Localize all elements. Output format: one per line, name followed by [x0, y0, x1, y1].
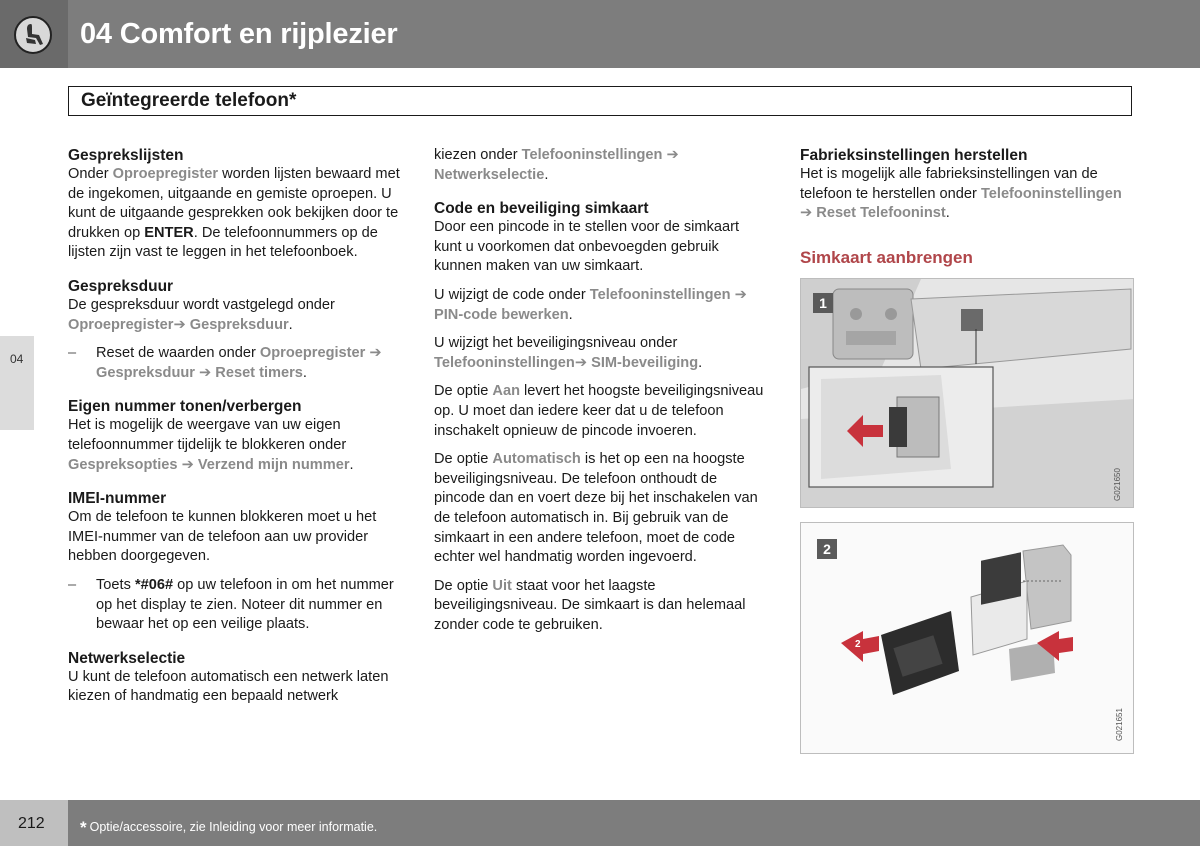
- paragraph: De gespreksduur wordt vastgelegd onder Oproepregister➔ Gespreksduur.: [68, 296, 335, 333]
- section-code-beveiliging: [434, 199, 770, 635]
- column-2: [434, 146, 770, 644]
- paragraph: De optie Automatisch is het op een na hoogste beveiligingsniveau. De telefoon onthoudt de pincode dan en voert deze bij het inschakelen van de telefoon automatisch in. Bij gebruik van de simkaart in een andere telefoon, moet de code echter wel handmatig worden ingevoerd.: [434, 451, 758, 566]
- chapter-header: [0, 0, 1200, 68]
- section-gespreksduur: [68, 277, 404, 383]
- figure-code-2: G021651: [1115, 708, 1124, 741]
- side-tab-label: 04: [10, 352, 24, 366]
- footnote: [80, 818, 377, 838]
- heading-simkaart-aanbrengen: Simkaart aanbrengen: [800, 247, 973, 267]
- column-1: [68, 146, 404, 721]
- page-footer: [0, 800, 1200, 846]
- page-number: 212: [18, 815, 45, 832]
- paragraph: U wijzigt het beveiligingsniveau onder Telefooninstellingen➔ SIM-beveiliging.: [434, 335, 703, 371]
- footnote-star: *: [80, 818, 87, 837]
- paragraph: Door een pincode in te stellen voor de simkaart kunt u voorkomen dat onbevoegden gebruik kunnen maken van uw simkaart.: [434, 219, 740, 275]
- section-gesprekslijsten: [68, 146, 404, 263]
- section-fabrieksinstellingen: [800, 146, 1134, 224]
- figure-glovebox-sim: [800, 278, 1134, 508]
- page-number-box: [0, 800, 68, 846]
- figure-number-1: 1: [813, 293, 833, 313]
- paragraph: De optie Aan levert het hoogste beveiligingsniveau op. U moet dan iedere keer dat u de telefoon inschakelt opnieuw de pincode invoeren.: [434, 383, 764, 439]
- seat-icon: [14, 16, 52, 54]
- section-title: Geïntegreerde telefoon*: [81, 90, 297, 111]
- section-imei: [68, 489, 404, 635]
- paragraph: Het is mogelijk de weergave van uw eigen telefoonnummer tijdelijk te blokkeren onder Gespreksopties ➔ Verzend mijn nummer.: [68, 417, 354, 473]
- heading-gespreksduur: Gespreksduur: [68, 277, 174, 295]
- dash-list-item: – Toets *#06# op uw telefoon in om het nummer op het display te zien. Noteer dit nummer en bewaar het op een veilige plaats.: [68, 576, 404, 635]
- heading-eigen-nummer: Eigen nummer tonen/verbergen: [68, 398, 302, 416]
- paragraph: U kunt de telefoon automatisch een netwerk laten kiezen of handmatig een bepaald netwerk: [68, 668, 389, 705]
- arrow-label-2: 2: [855, 639, 861, 650]
- paragraph: Het is mogelijk alle fabrieksinstellingen van de telefoon te herstellen onder Telefooninstellingen ➔ Reset Telefooninst.: [800, 166, 1122, 222]
- heading-fabrieksinstellingen: Fabrieksinstellingen herstellen: [800, 147, 1028, 164]
- heading-imei: IMEI-nummer: [68, 490, 167, 508]
- paragraph: Om de telefoon te kunnen blokkeren moet u het IMEI-nummer van de telefoon aan uw provider hebben doorgegeven.: [68, 509, 377, 565]
- sim-insert-illustration: [801, 523, 1134, 754]
- paragraph: U wijzigt de code onder Telefooninstellingen ➔ PIN-code bewerken.: [434, 286, 747, 323]
- figure-code-1: G021650: [1113, 468, 1122, 501]
- section-netwerkselectie: [68, 649, 404, 707]
- heading-gesprekslijsten: Gesprekslijsten: [68, 147, 184, 164]
- paragraph-continued: kiezen onder Telefooninstellingen ➔ Netwerkselectie.: [434, 147, 679, 183]
- footnote-text: Optie/accessoire, zie Inleiding voor meer informatie.: [89, 820, 378, 834]
- figure-sim-insert: [800, 522, 1134, 754]
- heading-netwerkselectie: Netwerkselectie: [68, 649, 186, 667]
- dash-list-item: – Reset de waarden onder Oproepregister ➔ Gespreksduur ➔ Reset timers.: [68, 344, 404, 383]
- chapter-side-tab: [0, 336, 34, 430]
- paragraph: De optie Uit staat voor het laagste beveiligingsniveau. De simkaart is dan helemaal zonder code te gebruiken.: [434, 577, 746, 633]
- section-title-box: [68, 86, 1132, 116]
- chapter-title: 04 Comfort en rijplezier: [80, 18, 398, 50]
- figure-number-2: 2: [817, 539, 837, 559]
- heading-code-beveiliging: Code en beveiliging simkaart: [434, 200, 649, 218]
- paragraph: Onder Oproepregister worden lijsten bewaard met de ingekomen, uitgaande en gemiste oproepen. U kunt de uitgaande gesprekken ook bekijken door te drukken op ENTER. De telefoonnummers op de lijsten zijn vast te leggen in het telefoonboek.: [68, 166, 400, 261]
- glovebox-illustration: [801, 279, 1134, 508]
- section-eigen-nummer: [68, 397, 404, 475]
- column-3: [800, 146, 1134, 271]
- chapter-icon-box: [0, 0, 68, 68]
